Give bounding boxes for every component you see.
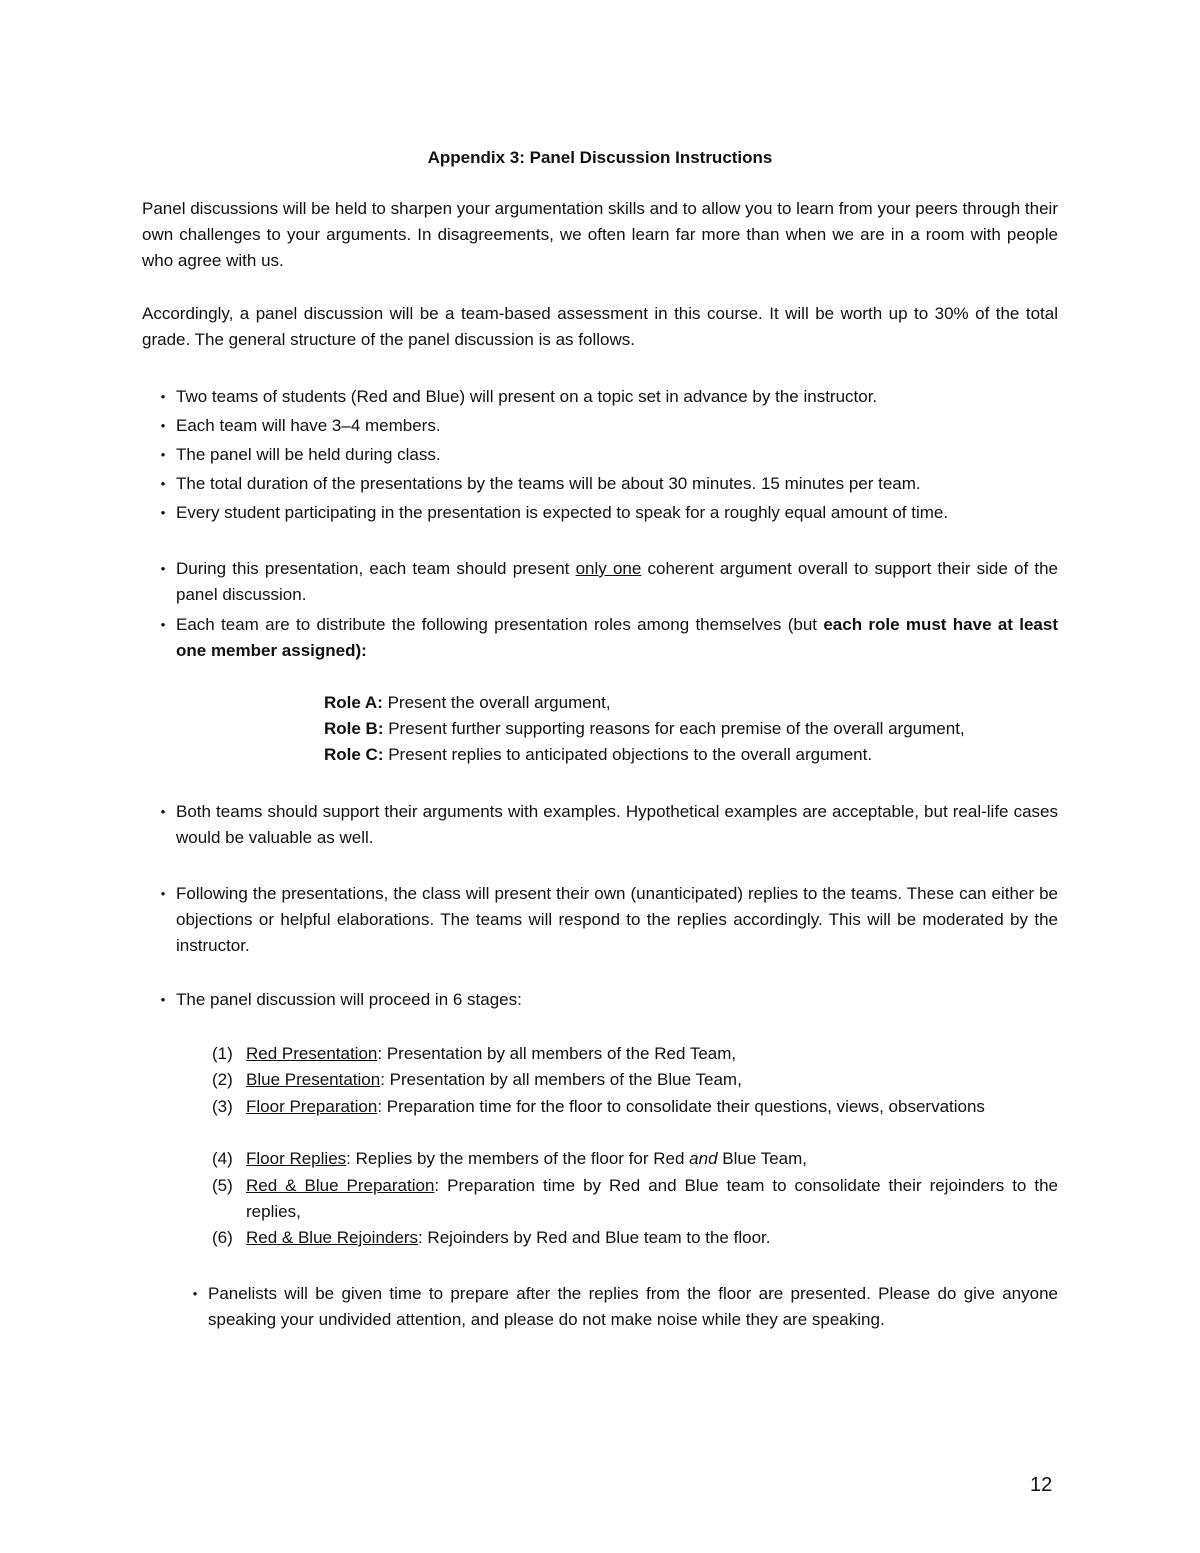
stage-item: (6) Red & Blue Rejoinders: Rejoinders by Red and Blue team to the floor. bbox=[212, 1228, 771, 1247]
bullet-replies: • Following the presentations, the class will present their own (unanticipated) replies to the teams. These can either be objections or helpful elaborations. The teams will respond to the replies accordingly. This will be moderated by the instructor. bbox=[158, 881, 1058, 959]
bullet-icon: • bbox=[160, 886, 166, 901]
bullet-members: • Each team will have 3–4 members. bbox=[158, 413, 1058, 439]
role-a: Role A: Present the overall argument, bbox=[324, 693, 611, 712]
bullet-teams: • Two teams of students (Red and Blue) will present on a topic set in advance by the instructor. bbox=[158, 384, 1058, 410]
bullet-stages-intro: • The panel discussion will proceed in 6 stages: bbox=[158, 987, 1058, 1013]
bullet-icon: • bbox=[160, 561, 166, 576]
bullet-icon: • bbox=[160, 389, 166, 404]
bullet-icon: • bbox=[160, 505, 166, 520]
bullet-icon: • bbox=[160, 447, 166, 462]
bullet-speak: • Every student participating in the presentation is expected to speak for a roughly equal amount of time. bbox=[158, 500, 1058, 526]
bullet-icon: • bbox=[160, 804, 166, 819]
bullet-icon: • bbox=[192, 1286, 198, 1301]
bullet-icon: • bbox=[160, 476, 166, 491]
bullet-roles: • Each team are to distribute the following presentation roles among themselves (but each role must have at least one member assigned): bbox=[158, 612, 1058, 664]
stage-item: (4) Floor Replies: Replies by the members of the floor for Red and Blue Team, bbox=[212, 1149, 807, 1168]
bullet-icon: • bbox=[160, 418, 166, 433]
intro-paragraph: Panel discussions will be held to sharpen your argumentation skills and to allow you to learn from your peers through their own challenges to your arguments. In disagreements, we often learn far more than when we are in a room with people who agree with us. bbox=[142, 199, 1058, 270]
role-c: Role C: Present replies to anticipated objections to the overall argument. bbox=[324, 745, 873, 764]
bullet-held: • The panel will be held during class. bbox=[158, 442, 1058, 468]
page-number: 12 bbox=[1030, 1474, 1053, 1496]
bullet-panelists: • Panelists will be given time to prepare after the replies from the floor are presented. Please do give anyone speaking your undivided attention, and please do not make noise while they are speaking. bbox=[190, 1281, 1058, 1333]
stage-item: (5) Red & Blue Preparation: Preparation time by Red and Blue team to consolidate their rejoinders to the replies, bbox=[212, 1176, 1058, 1221]
page-title: Appendix 3: Panel Discussion Instructions bbox=[427, 148, 773, 167]
stage-item: (2) Blue Presentation: Presentation by all members of the Blue Team, bbox=[212, 1070, 742, 1089]
emphasis-only-one: only one bbox=[575, 559, 642, 578]
structure-paragraph: Accordingly, a panel discussion will be a team-based assessment in this course. It will be worth up to 30% of the total grade. The general structure of the panel discussion is as follows. bbox=[142, 304, 1058, 349]
stage-item: (3) Floor Preparation: Preparation time for the floor to consolidate their questions, views, observations bbox=[212, 1097, 985, 1116]
role-b: Role B: Present further supporting reasons for each premise of the overall argument, bbox=[324, 719, 965, 738]
stage-item: (1) Red Presentation: Presentation by all members of the Red Team, bbox=[212, 1044, 737, 1063]
bullet-argument: • During this presentation, each team should present only one coherent argument overall to support their side of the panel discussion. bbox=[158, 556, 1058, 608]
bullet-examples: • Both teams should support their arguments with examples. Hypothetical examples are acceptable, but real-life cases would be valuable as well. bbox=[158, 799, 1058, 851]
bullet-icon: • bbox=[160, 617, 166, 632]
bullet-duration: • The total duration of the presentations by the teams will be about 30 minutes. 15 minutes per team. bbox=[158, 471, 1058, 497]
bullet-icon: • bbox=[160, 992, 166, 1007]
